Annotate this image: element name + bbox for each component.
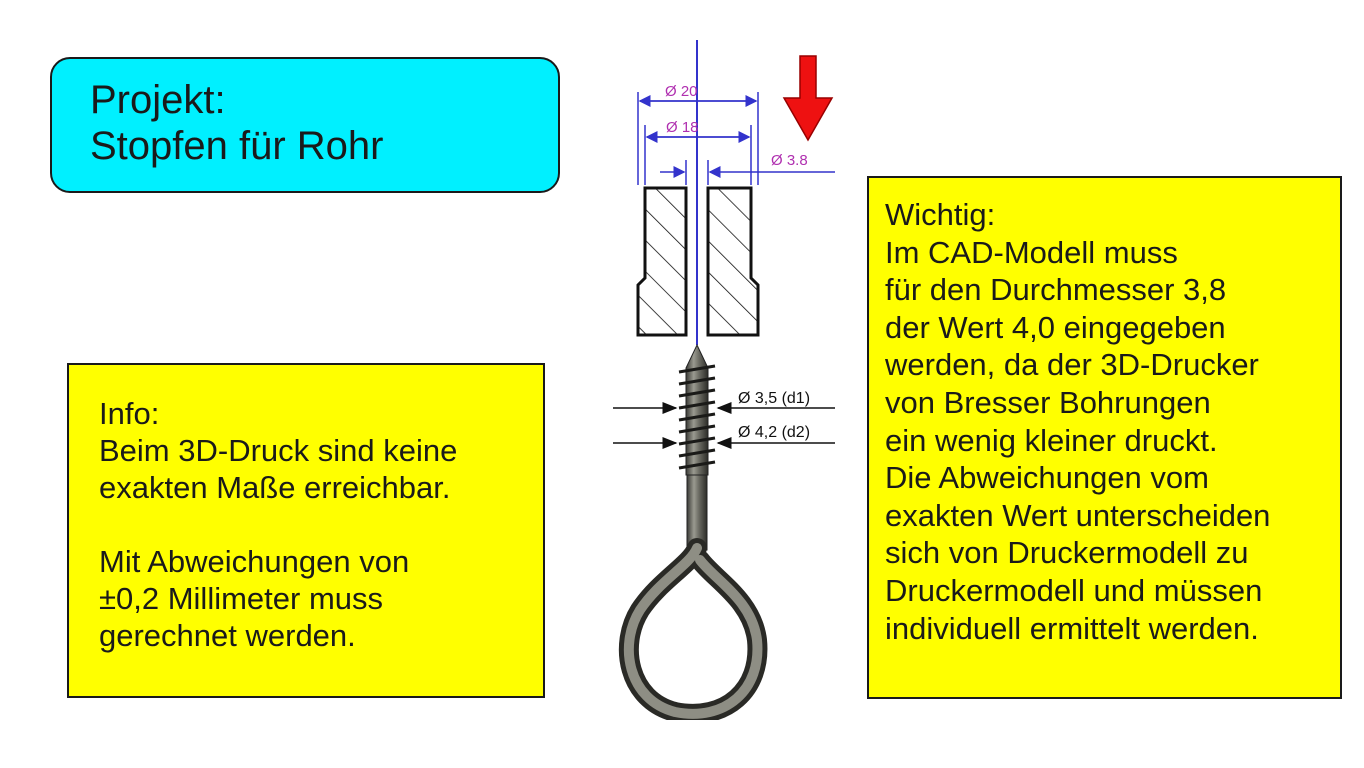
info-heading: Info: [99,396,160,431]
note-line: exakten Wert unterscheiden [885,497,1271,533]
screw-d1-label: Ø 3,5 (d1) [738,390,811,407]
screw-d2-label: Ø 4,2 (d2) [738,424,811,441]
info-line: Mit Abweichungen von [99,544,410,579]
note-line: der Wert 4,0 eingegeben [885,309,1226,345]
info-line: Beim 3D-Druck sind keine [99,433,458,468]
info-line: ±0,2 Millimeter muss [99,581,384,616]
info-line: exakten Maße erreichbar. [99,470,451,505]
title-line-2: Stopfen für Rohr [90,124,384,168]
technical-drawing [600,30,850,720]
dim-inner-label: Ø 18 [666,119,699,136]
screw-dimension-d2 [613,424,835,443]
note-line: individuell ermittelt werden. [885,610,1259,646]
note-line: von Bresser Bohrungen [885,384,1211,420]
note-line: sich von Druckermodell zu [885,535,1249,571]
note-heading: Wichtig: [885,197,996,232]
important-note-box [867,176,1342,699]
info-line: gerechnet werden. [99,618,356,653]
project-title-box [50,57,560,193]
dimension-hole-diameter [660,152,835,185]
note-line: ein wenig kleiner druckt. [885,422,1218,458]
note-line: werden, da der 3D-Drucker [885,347,1259,383]
note-line: Im CAD-Modell muss [885,234,1178,270]
note-line: Die Abweichungen vom [885,460,1209,496]
red-down-arrow-icon [784,56,832,140]
dim-outer-label: Ø 20 [665,83,698,100]
title-line-1: Projekt: [90,78,226,122]
note-line: für den Durchmesser 3,8 [885,272,1227,308]
info-box [67,363,545,698]
note-line: Druckermodell und müssen [885,572,1263,608]
dim-hole-label: Ø 3.8 [771,152,808,169]
info-spacer [99,506,543,543]
screw-dimension-d1 [613,390,835,408]
